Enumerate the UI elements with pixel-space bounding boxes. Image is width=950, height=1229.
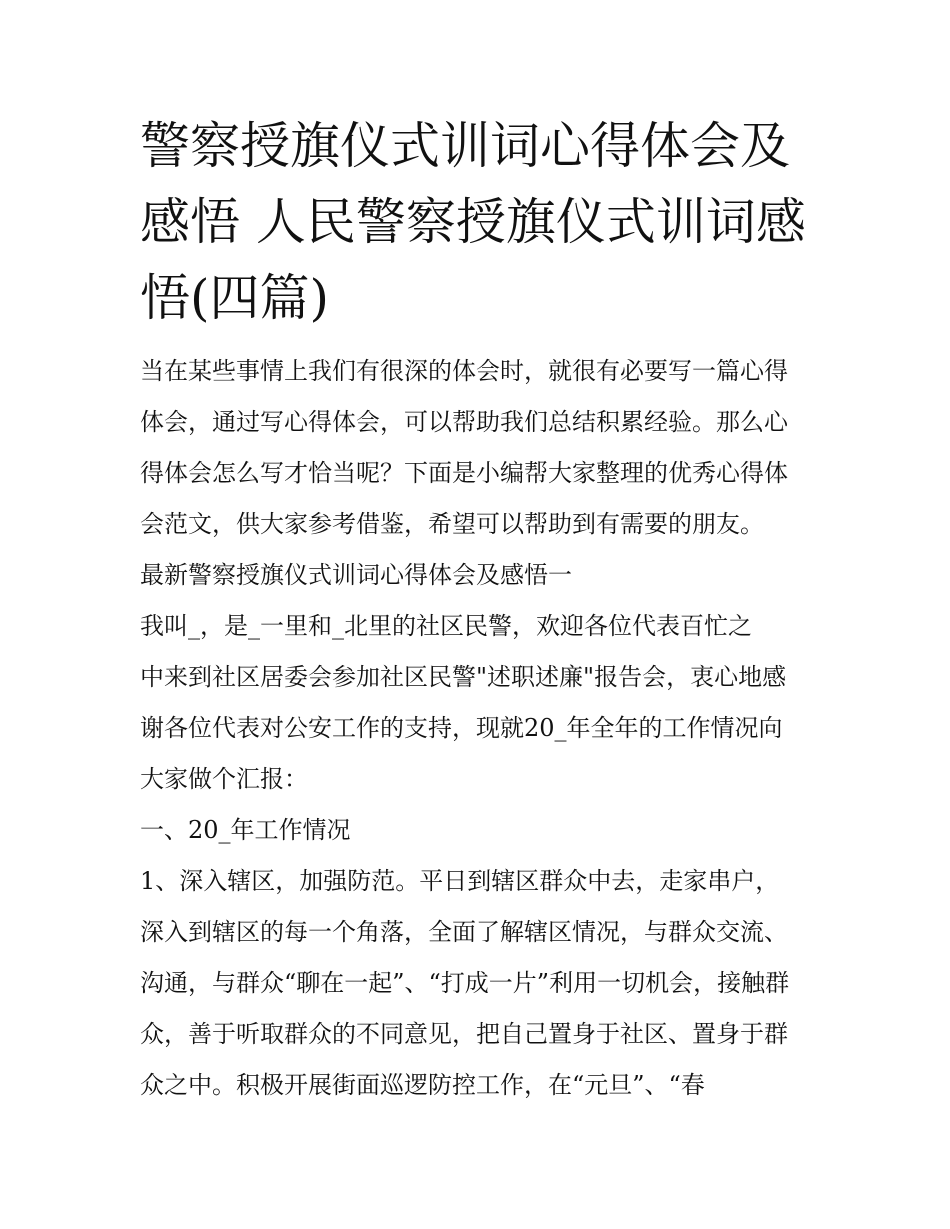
section-heading: 最新警察授旗仪式训词心得体会及感悟一	[140, 561, 572, 589]
body-paragraph-1	[140, 601, 812, 805]
text-line: 众之中。积极开展街面巡逻防控工作，在“元旦”、“春	[140, 1071, 705, 1099]
body-paragraph-2	[140, 856, 812, 1111]
text-line: 我叫_，是_一里和_北里的社区民警，欢迎各位代表百忙之	[140, 612, 752, 640]
document-content	[140, 108, 812, 1111]
title-line: 悟(四篇)	[140, 269, 330, 327]
document-title	[140, 108, 812, 336]
text-line: 当在某些事情上我们有很深的体会时，就很有必要写一篇心得	[140, 357, 788, 385]
text-line: 众，善于听取群众的不同意见，把自己置身于社区、置身于群	[140, 1020, 788, 1048]
text-line: 得体会怎么写才恰当呢？下面是小编帮大家整理的优秀心得体	[140, 459, 788, 487]
text-line: 体会，通过写心得体会，可以帮助我们总结积累经验。那么心	[140, 408, 788, 436]
title-line: 警察授旗仪式训词心得体会及	[140, 117, 790, 175]
text-line: 中来到社区居委会参加社区民警"述职述廉"报告会，衷心地感	[140, 663, 787, 691]
text-line: 沟通，与群众“聊在一起”、“打成一片”利用一切机会，接触群	[140, 969, 790, 997]
subheading: 一、20_年工作情况	[140, 816, 351, 844]
text-line: 谢各位代表对公安工作的支持，现就20_年全年的工作情况向	[140, 714, 783, 742]
text-line: 深入到辖区的每一个角落，全面了解辖区情况，与群众交流、	[140, 918, 788, 946]
title-line: 感悟 人民警察授旗仪式训词感	[140, 193, 806, 251]
text-line: 会范文，供大家参考借鉴，希望可以帮助到有需要的朋友。	[140, 510, 764, 538]
text-line: 1、深入辖区，加强防范。平日到辖区群众中去，走家串户，	[140, 867, 780, 895]
intro-paragraph	[140, 346, 812, 550]
text-line: 大家做个汇报：	[140, 765, 308, 793]
